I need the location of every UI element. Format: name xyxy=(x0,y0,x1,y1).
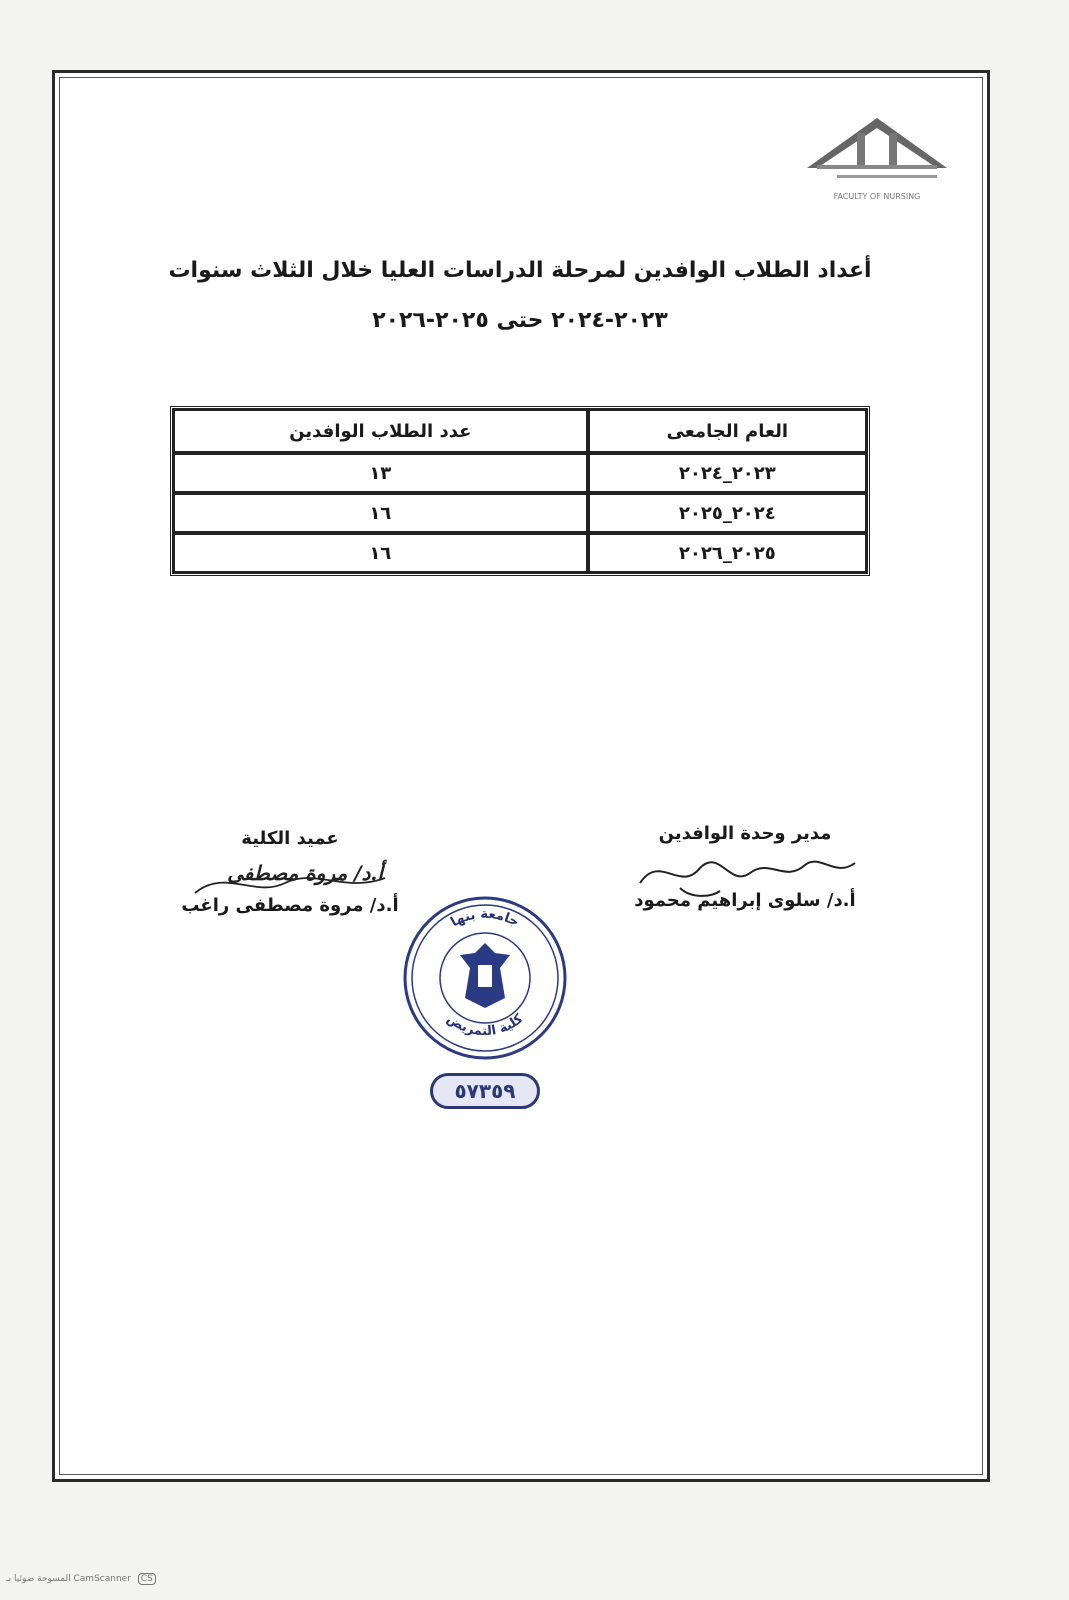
cell-count: ١٣ xyxy=(173,453,588,493)
students-table xyxy=(170,406,870,576)
table-row xyxy=(173,493,867,533)
signature-block-dean xyxy=(165,828,415,916)
document-title-line2: ٢٠٢٣-٢٠٢٤ حتى ٢٠٢٥-٢٠٢٦ xyxy=(372,308,668,333)
university-seal xyxy=(400,893,570,1063)
table-header-row xyxy=(173,409,867,453)
eagle-emblem-icon xyxy=(460,943,510,1008)
signature-role: مدير وحدة الوافدين xyxy=(658,823,832,844)
camscanner-icon: CS xyxy=(138,1573,156,1585)
cell-year: ٢٠٢٣_٢٠٢٤ xyxy=(588,453,867,493)
table-row xyxy=(173,533,867,573)
signature-name: أ.د/ مروة مصطفى راغب xyxy=(181,895,399,916)
signature-block-director xyxy=(620,823,870,911)
signature-role: عميد الكلية xyxy=(241,828,339,849)
seal-top-text: جامعة بنها xyxy=(448,906,522,931)
logo-caption: FACULTY OF NURSING xyxy=(833,192,921,201)
serial-stamp: ٥٧٣٥٩ xyxy=(430,1073,540,1109)
page-inner-border xyxy=(59,77,983,1475)
document-title-line1: أعداد الطلاب الوافدين لمرحلة الدراسات العليا خلال الثلاث سنوات xyxy=(168,258,872,283)
cell-year: ٢٠٢٥_٢٠٢٦ xyxy=(588,533,867,573)
cell-count: ١٦ xyxy=(173,493,588,533)
header-academic-year: العام الجامعى xyxy=(588,409,867,453)
header-student-count: عدد الطلاب الوافدين xyxy=(173,409,588,453)
cell-year: ٢٠٢٤_٢٠٢٥ xyxy=(588,493,867,533)
document-page xyxy=(52,70,990,1482)
cell-count: ١٦ xyxy=(173,533,588,573)
scanner-footer xyxy=(6,1573,156,1585)
handwritten-signature-text: أ.د/ مروة مصطفى xyxy=(227,861,383,885)
seal-bottom-text: كلية التمريض xyxy=(443,1011,527,1040)
signature-name: أ.د/ سلوى إبراهيم محمود xyxy=(634,890,856,911)
scanner-footer-text: CamScanner المسوحة ضوئيا بـ xyxy=(6,1574,131,1584)
faculty-logo xyxy=(797,103,957,203)
table-row xyxy=(173,453,867,493)
